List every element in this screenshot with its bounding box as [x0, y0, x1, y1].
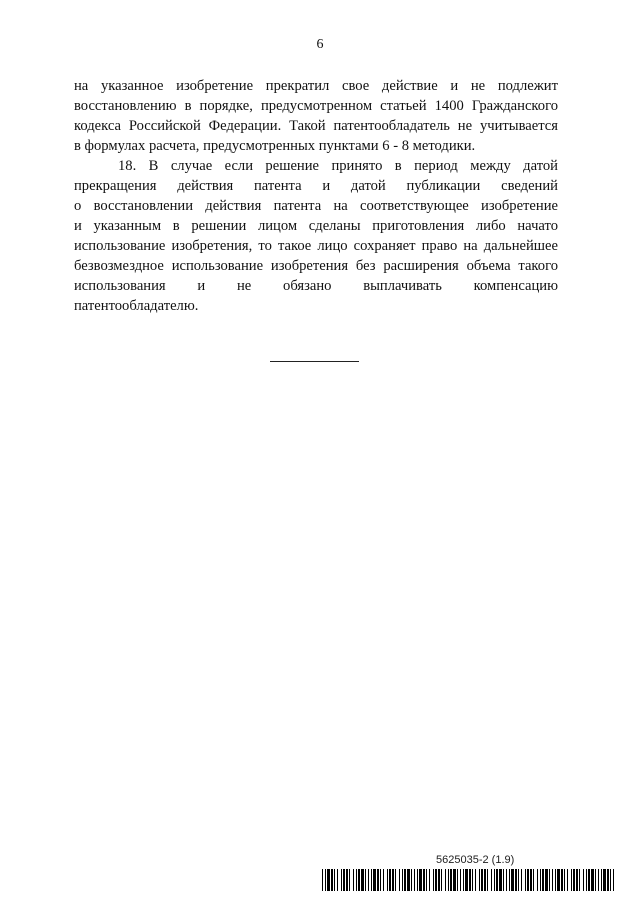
barcode [322, 869, 618, 891]
end-divider-line [270, 361, 359, 362]
text-line: на указанное изобретение прекратил свое действие и не подлежит [74, 78, 558, 94]
text-line: использования и не обязано выплачивать компенсацию [74, 278, 558, 294]
document-code: 5625035-2 (1.9) [436, 854, 515, 866]
page-number: 6 [316, 37, 324, 52]
text-line: прекращения действия патента и датой публикации сведений [74, 178, 558, 194]
text-line: восстановлению в порядке, предусмотренном статьей 1400 Гражданского [74, 98, 558, 114]
document-body [74, 76, 558, 316]
text-line: использование изобретения, то такое лицо сохраняет право на дальнейшее [74, 238, 558, 254]
text-line: о восстановлении действия патента на соответствующее изобретение [74, 198, 558, 214]
text-line: и указанным в решении лицом сделаны приготовления либо начато [74, 218, 558, 234]
paragraph-18-first-line: 18. В случае если решение принято в период между датой [118, 158, 558, 174]
text-line: безвозмездное использование изобретения без расширения объема такого [74, 258, 558, 274]
text-line: патентообладателю. [74, 298, 199, 314]
text-line: в формулах расчета, предусмотренных пунктами 6 - 8 методики. [74, 138, 476, 154]
text-line: кодекса Российской Федерации. Такой патентообладатель не учитывается [74, 118, 558, 134]
